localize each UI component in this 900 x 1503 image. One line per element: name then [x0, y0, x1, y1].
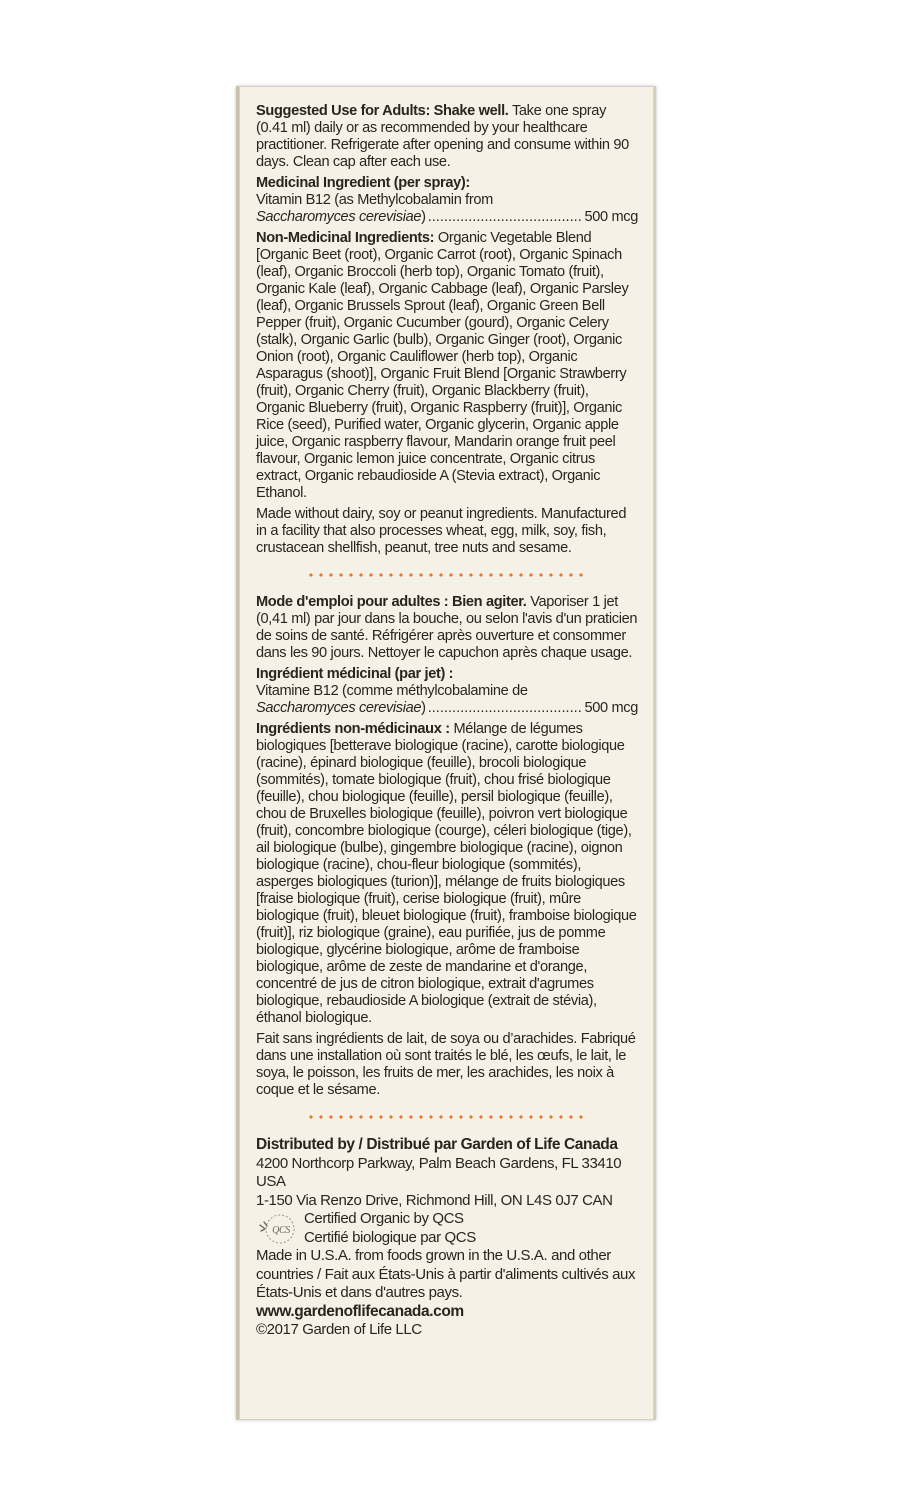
copyright: ©2017 Garden of Life LLC [256, 1321, 422, 1338]
qcs-logo-text: QCS [272, 1224, 290, 1236]
distributor-footer [256, 1136, 638, 1340]
medicinal-source-en-close: ) [421, 209, 426, 225]
certified-organic-en: Certified Organic by QCS [304, 1210, 464, 1227]
suggested-use-fr-heading: Mode d'emploi pour adultes : Bien agiter. [256, 594, 527, 610]
qcs-logo-icon [256, 1211, 300, 1247]
medicinal-ingredient-fr-line: Vitamine B12 (comme méthylcobalamine de [256, 683, 528, 699]
suggested-use-en-heading: Suggested Use for Adults: Shake well. [256, 103, 509, 119]
non-medicinal-fr-text: Mélange de légumes biologiques [betterave biologique (racine), carotte biologique (racine), épinard biologique (feuille), brocoli biologique (sommités), tomate biologique (fruit), chou frisé biologique (feuille), chou biologique (feuille), persil biologique (feuille), chou de Bruxelles biologique (feuille), poivron vert biologique (fruit), concombre biologique (courge), céleri biologique (tige), ail biologique (bulbe), gingembre biologique (racine), oignon biologique (racine), chou-fleur biologique (sommités), asperges biologiques (turion)], mélange de fruits biologiques [fraise biologique (fruit), cerise biologique (fruit), mûre biologique (fruit), bleuet biologique (fruit), framboise biologique (fruit)], riz biologique (graine), eau purifiée, jus de pomme biologique, glycérine biologique, arôme de framboise biologique, arôme de zeste de mandarine et d'orange, concentré de jus de citron biologique, extrait d'agrumes biologique, rebaudioside A biologique (extrait de stévia), éthanol biologique. [256, 721, 637, 1026]
medicinal-ingredient-en-dose [256, 209, 638, 226]
non-medicinal-en-heading: Non-Medicinal Ingredients: [256, 230, 435, 246]
non-medicinal-en-text: Organic Vegetable Blend [Organic Beet (root), Organic Carrot (root), Organic Spinach (leaf), Organic Broccoli (herb top), Organic Tomato (fruit), Organic Kale (leaf), Organic Cabbage (leaf), Organic Parsley (leaf), Organic Brussels Sprout (leaf), Organic Green Bell Pepper (fruit), Organic Cucumber (gourd), Organic Celery (stalk), Organic Garlic (bulb), Organic Ginger (root), Organic Onion (root), Organic Cauliflower (herb top), Organic Asparagus (shoot)], Organic Fruit Blend [Organic Strawberry (fruit), Organic Cherry (fruit), Organic Blackberry (fruit), Organic Blueberry (fruit), Organic Raspberry (fruit)], Organic Rice (seed), Purified water, Organic glycerin, Organic apple juice, Organic raspberry flavour, Mandarin orange fruit peel flavour, Organic lemon juice concentrate, Organic citrus extract, Organic rebaudioside A (Stevia extract), Organic Ethanol. [256, 230, 629, 501]
leader-dots [428, 700, 583, 717]
medicinal-ingredient-en-line: Vitamin B12 (as Methylcobalamin from [256, 192, 493, 208]
suggested-use-fr [256, 594, 638, 662]
suggested-use-fr-text: Vaporiser 1 jet (0,41 ml) par jour dans la bouche, ou selon l'avis d'un praticien de soins de santé. Réfrigérer après ouverture et consommer dans les 90 jours. Nettoyer le capuchon après chaque usage. [256, 594, 638, 661]
medicinal-ingredient-en-heading: Medicinal Ingredient (per spray): [256, 175, 470, 191]
divider-dots [306, 573, 588, 577]
suggested-use-en [256, 103, 638, 171]
medicinal-source-fr-close: ) [421, 700, 426, 716]
address-canada: 1-150 Via Renzo Drive, Richmond Hill, ON L4S 0J7 CAN [256, 1191, 613, 1209]
medicinal-ingredient-fr [256, 666, 638, 717]
medicinal-ingredient-fr-dose [256, 700, 638, 717]
certification-text [304, 1210, 476, 1247]
medicinal-amount-fr: 500 mcg [584, 700, 638, 716]
medicinal-source-fr: Saccharomyces cerevisiae [256, 700, 422, 716]
website-url: www.gardenoflifecanada.com [256, 1302, 464, 1320]
allergen-statement-fr: Fait sans ingrédients de lait, de soya ou d’arachides. Fabriqué dans une installation où sont traités le blé, les œufs, le lait, le soya, le poisson, les fruits de mer, les arachides, les noix à coque et le sésame. [256, 1031, 636, 1098]
distributed-by: Distributed by / Distribué par Garden of Life Canada [256, 1136, 618, 1153]
section-divider [256, 1115, 638, 1116]
medicinal-source-en: Saccharomyces cerevisiae [256, 209, 422, 225]
section-divider [256, 573, 638, 574]
allergen-statement-en: Made without dairy, soy or peanut ingredients. Manufactured in a facility that also processes wheat, egg, milk, soy, fish, crustacean shellfish, peanut, tree nuts and sesame. [256, 506, 627, 556]
medicinal-ingredient-en [256, 175, 638, 226]
non-medicinal-fr-heading: Ingrédients non-médicinaux : [256, 721, 450, 737]
divider-dots [306, 1115, 588, 1119]
certified-organic-fr: Certifié biologique par QCS [304, 1228, 476, 1246]
made-in-statement: Made in U.S.A. from foods grown in the U.S.A. and other countries / Fait aux États-Unis à partir d'aliments cultivés aux États-Unis et dans d'autres pays. [256, 1247, 636, 1301]
leader-dots [428, 209, 583, 226]
medicinal-amount-en: 500 mcg [584, 209, 638, 225]
medicinal-ingredient-fr-heading: Ingrédient médicinal (par jet) : [256, 666, 454, 682]
label-content [256, 103, 638, 1340]
suggested-use-en-text: Take one spray (0.41 ml) daily or as recommended by your healthcare practitioner. Refrigerate after opening and consume within 90 days. Clean cap after each use. [256, 103, 629, 170]
non-medicinal-ingredients-en [256, 230, 638, 502]
address-us: 4200 Northcorp Parkway, Palm Beach Gardens, FL 33410 USA [256, 1154, 622, 1190]
non-medicinal-ingredients-fr [256, 721, 638, 1027]
certification-row [256, 1210, 638, 1247]
